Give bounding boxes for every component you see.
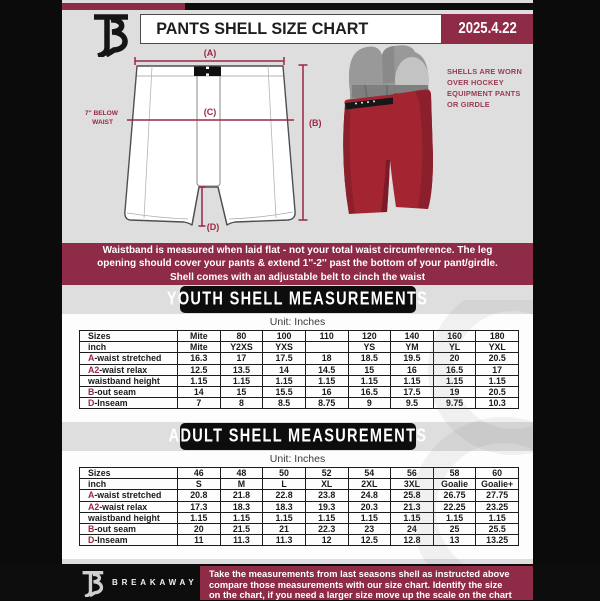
breakaway-footer-logo-icon	[80, 569, 107, 597]
row-label: Sizes	[80, 468, 178, 479]
table-cell: 23.8	[305, 490, 348, 501]
table-cell: 19.5	[391, 353, 434, 364]
table-cell: YS	[348, 342, 391, 353]
table-cell: 2XL	[348, 479, 391, 490]
row-label-text: -Inseam	[94, 398, 128, 409]
table-cell: 1.15	[263, 512, 306, 523]
table-cell: 23.25	[476, 501, 519, 512]
table-cell: 48	[220, 468, 263, 479]
table-cell	[305, 342, 348, 353]
table-cell: 1.15	[476, 375, 519, 386]
row-label	[80, 375, 178, 386]
table-cell: 25.5	[476, 523, 519, 534]
table-cell: 18.3	[263, 501, 306, 512]
youth-table-panel	[62, 314, 533, 422]
caption-line: EQUIPMENT PANTS	[447, 89, 521, 98]
table-row	[80, 512, 519, 523]
table-row	[80, 375, 519, 386]
table-cell: 1.15	[178, 512, 221, 523]
table-cell: Y2XS	[220, 342, 263, 353]
table-cell: 160	[433, 331, 476, 342]
footer-note-line: on the chart, if you need a larger size move up the scale on the chart	[209, 590, 512, 601]
table-cell: 12.5	[348, 535, 391, 546]
table-cell: 20.5	[476, 386, 519, 397]
footer-note-line: compare those measurements with our size chart. Identify the size	[209, 579, 503, 590]
table-cell: 12.5	[178, 364, 221, 375]
table-cell: 13.5	[220, 364, 263, 375]
row-label: Sizes	[80, 331, 178, 342]
waist-note-line1: 7'' BELOW	[84, 110, 118, 117]
table-row	[80, 535, 519, 546]
table-cell: 60	[476, 468, 519, 479]
measure-label-a: (A)	[203, 48, 217, 58]
caption-line: OVER HOCKEY	[447, 78, 504, 87]
table-cell: 27.75	[476, 490, 519, 501]
table-cell: 15	[348, 364, 391, 375]
table-cell: 22.3	[305, 523, 348, 534]
measure-label-c: (C)	[203, 107, 217, 117]
row-label-text: -out seam	[94, 524, 136, 535]
footer-note-line: Take the measurements from last seasons shell as instructed above	[209, 569, 510, 579]
table-row	[80, 353, 519, 364]
table-cell: 17	[476, 364, 519, 375]
table-cell: XL	[305, 479, 348, 490]
table-cell: 1.15	[220, 512, 263, 523]
table-row	[80, 501, 519, 512]
youth-unit-label: Unit: Inches	[269, 316, 326, 328]
table-row	[80, 398, 519, 409]
table-cell: 1.15	[391, 512, 434, 523]
table-cell: 17	[220, 353, 263, 364]
table-cell: 16.5	[433, 364, 476, 375]
table-cell: YXS	[263, 342, 306, 353]
youth-size-table	[79, 330, 519, 409]
table-cell: 24.8	[348, 490, 391, 501]
table-cell: 100	[263, 331, 306, 342]
table-cell: 20	[178, 523, 221, 534]
table-cell: 21	[263, 523, 306, 534]
table-cell: 120	[348, 331, 391, 342]
table-cell: Mite	[178, 331, 221, 342]
measure-label-d: (D)	[206, 222, 220, 232]
table-cell: 58	[433, 468, 476, 479]
row-label-prefix: D	[88, 535, 95, 546]
table-cell: 16.5	[348, 386, 391, 397]
table-cell: 11	[178, 535, 221, 546]
table-cell: M	[220, 479, 263, 490]
table-row	[80, 523, 519, 534]
row-label-prefix: A	[88, 353, 95, 364]
table-row	[80, 386, 519, 397]
table-cell: 20.8	[178, 490, 221, 501]
table-cell: 1.15	[305, 512, 348, 523]
table-cell: 12	[305, 535, 348, 546]
page-title-box	[140, 14, 442, 44]
adult-size-table	[79, 467, 519, 546]
table-cell: 1.15	[220, 375, 263, 386]
row-label-prefix: B	[88, 387, 95, 398]
table-cell: 22.25	[433, 501, 476, 512]
table-cell: 14	[263, 364, 306, 375]
row-label	[80, 512, 178, 523]
table-cell: 1.15	[348, 375, 391, 386]
footer-bar	[0, 564, 600, 600]
table-cell: 24	[391, 523, 434, 534]
adult-section-title	[168, 423, 427, 450]
table-cell: 1.15	[433, 512, 476, 523]
table-cell: Mite	[178, 342, 221, 353]
table-cell: 21.8	[220, 490, 263, 501]
table-cell: S	[178, 479, 221, 490]
table-cell: 17.5	[263, 353, 306, 364]
table-row	[80, 364, 519, 375]
table-cell: 15.5	[263, 386, 306, 397]
size-chart-page	[62, 0, 533, 600]
table-cell: 11.3	[263, 535, 306, 546]
row-label	[80, 364, 178, 375]
table-cell: 19	[433, 386, 476, 397]
row-label	[80, 353, 178, 364]
table-cell: Goalie+	[476, 479, 519, 490]
table-cell: 56	[391, 468, 434, 479]
measurement-instructions-banner	[62, 243, 533, 285]
row-label	[80, 523, 178, 534]
row-label-text: -waist relax	[99, 364, 148, 375]
date-text: 2025.4.22	[458, 20, 517, 37]
table-cell: 1.15	[178, 375, 221, 386]
table-cell: 50	[263, 468, 306, 479]
table-cell: 25	[433, 523, 476, 534]
pants-measurement-diagram	[80, 46, 325, 242]
row-label	[80, 398, 178, 409]
row-label-text: -waist stretched	[94, 353, 162, 364]
table-cell: YXL	[476, 342, 519, 353]
table-cell: 10.3	[476, 398, 519, 409]
table-cell: 17.5	[391, 386, 434, 397]
adult-table-panel	[62, 451, 533, 559]
table-cell: 21.5	[220, 523, 263, 534]
table-cell: 8.5	[263, 398, 306, 409]
banner-line: Waistband is measured when laid flat - not your total waist circumference. The leg	[102, 245, 493, 257]
row-label	[80, 479, 178, 490]
table-cell: 140	[391, 331, 434, 342]
table-cell: 1.15	[348, 512, 391, 523]
table-cell: 20	[433, 353, 476, 364]
table-cell: L	[263, 479, 306, 490]
table-cell: YM	[391, 342, 434, 353]
row-label-prefix: A	[88, 490, 95, 501]
table-cell: 22.8	[263, 490, 306, 501]
row-label	[80, 535, 178, 546]
table-cell: 12.8	[391, 535, 434, 546]
youth-section-title	[166, 286, 429, 313]
table-cell: 13	[433, 535, 476, 546]
date-badge	[442, 14, 533, 44]
row-label-text: -waist stretched	[94, 490, 162, 501]
row-label	[80, 342, 178, 353]
table-cell: 16.3	[178, 353, 221, 364]
table-cell: 14.5	[305, 364, 348, 375]
table-cell: 1.15	[305, 375, 348, 386]
waist-note-line2: WAIST	[92, 119, 113, 126]
brand-name: BREAKAWAY	[112, 578, 198, 587]
table-cell: 1.15	[391, 375, 434, 386]
row-label-text: -waist relax	[99, 501, 148, 512]
footer-note	[200, 566, 533, 600]
table-cell: 13.25	[476, 535, 519, 546]
table-cell: 54	[348, 468, 391, 479]
table-cell: 25.8	[391, 490, 434, 501]
table-cell: 18.3	[220, 501, 263, 512]
caption-line: OR GIRDLE	[447, 100, 490, 109]
table-cell: Goalie	[433, 479, 476, 490]
table-header-row	[80, 331, 519, 342]
row-label-text: inch	[88, 342, 107, 353]
table-cell: 46	[178, 468, 221, 479]
caption-line: SHELLS ARE WORN	[447, 67, 522, 76]
table-cell: 1.15	[433, 375, 476, 386]
top-stripe-accent	[62, 3, 185, 10]
measure-label-b: (B)	[309, 118, 322, 128]
table-cell: 9.75	[433, 398, 476, 409]
row-label-prefix: A2	[88, 501, 100, 512]
row-label-text: waistband height	[88, 512, 160, 523]
table-cell: YL	[433, 342, 476, 353]
table-cell: 23	[348, 523, 391, 534]
table-cell: 14	[178, 386, 221, 397]
row-label-text: waistband height	[88, 375, 160, 386]
row-label	[80, 490, 178, 501]
table-cell: 15	[220, 386, 263, 397]
table-cell: 7	[178, 398, 221, 409]
row-label	[80, 501, 178, 512]
photo-caption	[447, 66, 533, 110]
table-cell: 9.5	[391, 398, 434, 409]
table-cell: 1.15	[263, 375, 306, 386]
banner-line: Shell comes with an adjustable belt to cinch the waist	[169, 271, 426, 283]
table-cell: 11.3	[220, 535, 263, 546]
row-label-prefix: D	[88, 398, 95, 409]
table-header-row	[80, 468, 519, 479]
row-label-text: inch	[88, 479, 107, 490]
table-cell: 80	[220, 331, 263, 342]
table-cell: 21.3	[391, 501, 434, 512]
table-cell: 16	[391, 364, 434, 375]
adult-section-title-text: ADULT SHELL MEASUREMENTS	[168, 426, 427, 446]
table-cell: 8	[220, 398, 263, 409]
table-cell: 3XL	[391, 479, 434, 490]
table-cell: 17.3	[178, 501, 221, 512]
table-row	[80, 342, 519, 353]
table-cell: 18.5	[348, 353, 391, 364]
table-cell: 52	[305, 468, 348, 479]
row-label-text: -out seam	[94, 387, 136, 398]
top-stripe	[62, 3, 533, 10]
table-cell: 26.75	[433, 490, 476, 501]
table-cell: 20.5	[476, 353, 519, 364]
row-label-text: -Inseam	[94, 535, 128, 546]
table-cell: 110	[305, 331, 348, 342]
table-row	[80, 479, 519, 490]
table-cell: 19.3	[305, 501, 348, 512]
table-row	[80, 490, 519, 501]
table-cell: 8.75	[305, 398, 348, 409]
table-cell: 20.3	[348, 501, 391, 512]
adult-unit-label: Unit: Inches	[269, 453, 326, 465]
table-cell: 180	[476, 331, 519, 342]
banner-line: opening should cover your pants & extend 1''-2'' past the bottom of your pant/girdle.	[97, 258, 498, 270]
table-cell: 9	[348, 398, 391, 409]
table-cell: 16	[305, 386, 348, 397]
row-label-prefix: A2	[88, 364, 100, 375]
row-label-prefix: B	[88, 524, 95, 535]
table-cell: 1.15	[476, 512, 519, 523]
shell-product-photo	[335, 42, 435, 227]
page-title: PANTS SHELL SIZE CHART	[156, 19, 369, 38]
row-label	[80, 386, 178, 397]
table-cell: 18	[305, 353, 348, 364]
youth-section-title-text: YOUTH SHELL MEASUREMENTS	[166, 289, 429, 309]
